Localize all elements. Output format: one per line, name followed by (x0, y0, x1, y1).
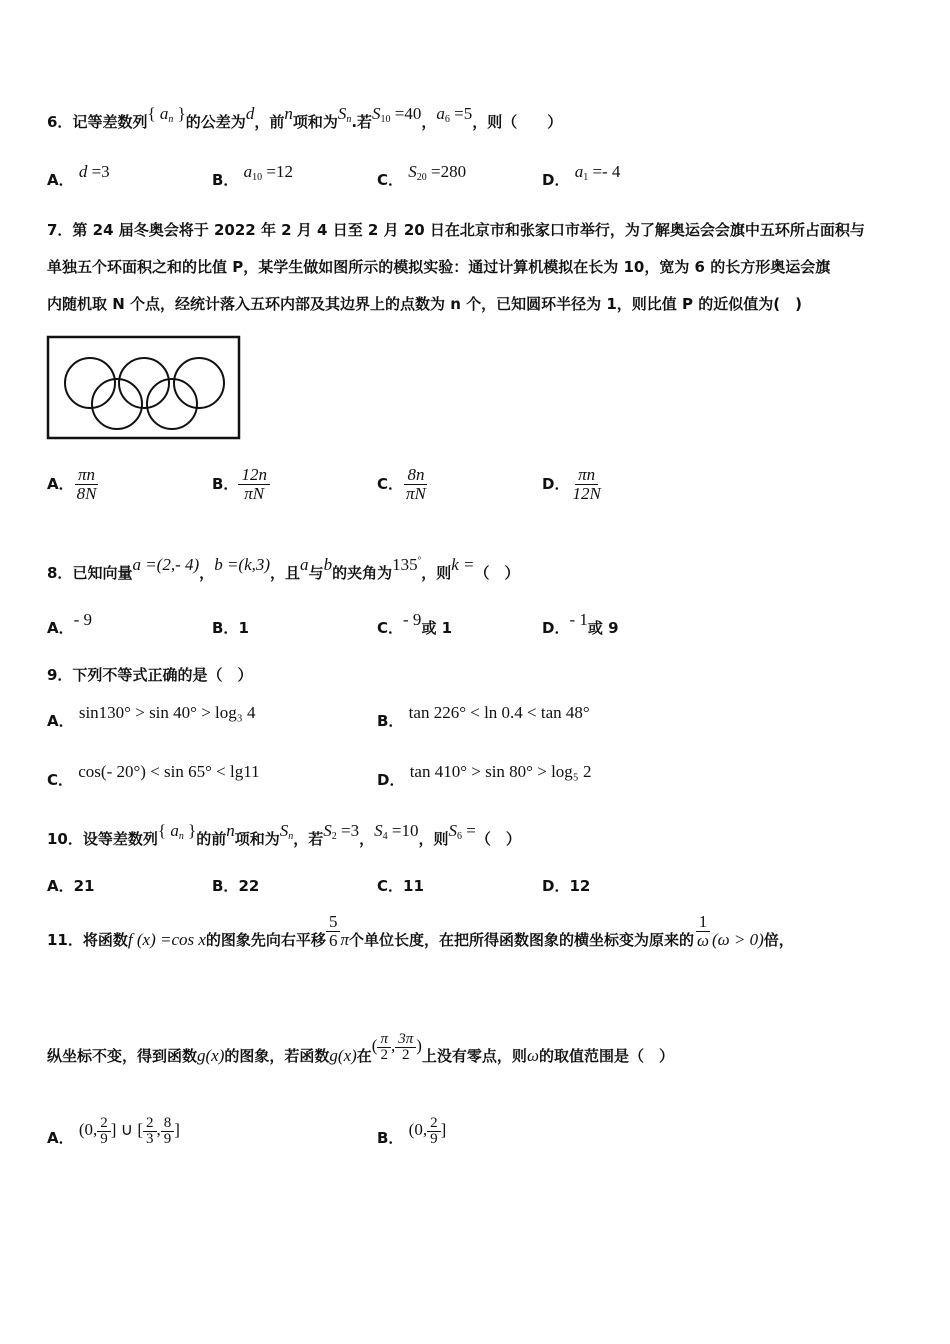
option-math-sub: 1 (583, 172, 589, 183)
option-math (408, 1114, 447, 1147)
option-math: - 1 (569, 610, 588, 629)
fraction-den: ω (696, 931, 709, 950)
q6-S-sub: n (346, 114, 352, 125)
q8-vector-b: b =(k,3) (214, 555, 271, 574)
q6-cond2-l: a (436, 104, 445, 123)
option-math-r: =3 (87, 162, 110, 181)
q11-function-g2: g(x) (329, 1046, 357, 1065)
q10-option-c[interactable] (377, 876, 424, 896)
ring-5 (147, 379, 197, 429)
option-math-l: a (243, 162, 253, 181)
question-10 (47, 821, 521, 855)
q6-S: S (337, 104, 347, 123)
fraction-num: 8 (161, 1116, 175, 1132)
option-label: A． (47, 877, 74, 895)
interval-close: ) (416, 1036, 422, 1055)
question-number: 11． (47, 931, 83, 949)
q11-text-3: 个单位长度，在把所得函数图象的横坐标变为原来的 (348, 931, 694, 949)
q6-text-6: ，则（ ） (472, 113, 563, 131)
q6-text-1: 记等差数列 (72, 113, 148, 131)
q11-pi: π (340, 930, 349, 949)
option-math-l: a (574, 162, 584, 181)
option-label: D． (377, 771, 405, 789)
option-math-sub: 10 (252, 172, 263, 183)
q11-line2-text-3: 在 (356, 1047, 372, 1065)
fraction-num: π (377, 1032, 391, 1048)
q10-S-sub: n (288, 831, 294, 842)
math-part: ] (174, 1120, 180, 1139)
q10-text-1: 设等差数列 (82, 830, 158, 848)
fraction-num: 2 (97, 1116, 111, 1132)
option-text: 或 9 (587, 619, 619, 637)
option-text: 22 (238, 877, 260, 895)
q10-seq-sub: n (178, 831, 184, 842)
q8-option-a[interactable] (47, 610, 93, 638)
q7-option-a[interactable] (47, 466, 99, 503)
fraction-den: 9 (163, 1130, 172, 1147)
option-label: B． (212, 171, 239, 189)
q10-c1-sub: 2 (331, 831, 337, 842)
fraction-den: 9 (430, 1130, 438, 1147)
option-math-r: =- 4 (588, 162, 621, 181)
option-math: sin130° > sin 40° > log₃ 4 (78, 703, 256, 722)
q8-option-c[interactable] (377, 610, 453, 638)
interval-sep: , (390, 1036, 396, 1055)
olympic-rings-figure (46, 335, 242, 441)
fraction-den: 3 (146, 1130, 154, 1147)
q8-angle: 135 (392, 555, 418, 574)
option-label: B． (377, 1129, 404, 1147)
option-label: D． (542, 877, 570, 895)
q10-c2-r: =10 (387, 821, 419, 840)
q6-comma: ， (421, 113, 437, 131)
q6-text-4: 项和为 (292, 113, 338, 131)
q6-seq-letter: a (159, 104, 169, 123)
math-part: ] (440, 1120, 447, 1139)
fraction-den: πN (244, 484, 265, 503)
option-math-l: d (78, 162, 88, 181)
option-fraction (74, 466, 100, 503)
q8-k: k = (451, 555, 475, 574)
q11-function-f: f (x) =cos x (127, 930, 206, 949)
option-math: cos(- 20°) < sin 65° < lg11 (78, 762, 260, 781)
q11-text-1: 将函数 (82, 931, 128, 949)
q10-c3-l: S (448, 821, 457, 840)
q6-text-5: .若 (351, 113, 373, 131)
option-math: - 9 (73, 610, 93, 629)
q9-option-b[interactable] (377, 703, 590, 731)
option-label: B． (212, 877, 239, 895)
q6-d: d (245, 104, 255, 123)
question-number: 6． (47, 113, 73, 131)
q10-c1-l: S (323, 821, 332, 840)
q9-option-a[interactable] (47, 703, 256, 731)
q11-line2-text-1: 纵坐标不变，得到函数 (47, 1047, 198, 1065)
question-number: 10． (47, 830, 83, 848)
option-label: B． (377, 712, 404, 730)
q8-text-3: 与 (308, 564, 324, 582)
option-label: A． (47, 171, 74, 189)
q7-line-3: 内随机取 N 个点，经统计落入五环内部及其边界上的点数为 n 个，已知圆环半径为 1，则比值 P 的近似值为( ) (47, 295, 802, 313)
fraction (97, 1116, 111, 1147)
q6-option-b[interactable] (212, 162, 294, 196)
q11-line2-text-4: 上没有零点，则 (421, 1047, 527, 1065)
fraction-num: 8n (404, 466, 427, 485)
fraction (161, 1116, 175, 1147)
q6-text-3: ，前 (254, 113, 285, 131)
question-7 (47, 212, 907, 323)
option-label: A． (47, 1129, 74, 1147)
q6-cond1-r: =40 (390, 104, 422, 123)
option-label: C． (377, 619, 404, 637)
option-label: B． (212, 619, 239, 637)
q11-function-g: g(x) (197, 1046, 225, 1065)
option-label: D． (542, 171, 570, 189)
q6-cond1 (372, 105, 421, 123)
q11-option-a[interactable] (47, 1114, 180, 1158)
fraction-den: 2 (401, 1046, 410, 1063)
fraction-num: 3π (395, 1032, 416, 1048)
option-fraction (403, 466, 429, 503)
fraction-num: 5 (326, 913, 341, 932)
option-math: tan 226° < ln 0.4 < tan 48° (408, 703, 590, 722)
q10-comma: ， (359, 830, 375, 848)
q10-option-a[interactable] (47, 876, 94, 896)
q9-option-d[interactable] (377, 762, 592, 790)
fraction-den: 6 (328, 931, 338, 950)
option-text: 或 1 (421, 619, 453, 637)
q8-b: b (323, 555, 333, 574)
option-text: 12 (569, 877, 591, 895)
option-label: C． (377, 877, 404, 895)
fraction (143, 1116, 157, 1147)
q8-text-2: ，且 (270, 564, 301, 582)
question-8 (47, 555, 520, 583)
ring-2 (119, 358, 169, 408)
q8-text-1: 已知向量 (72, 564, 133, 582)
option-math-r: =12 (262, 162, 294, 181)
q10-option-d[interactable] (542, 876, 590, 896)
q8-vector-a: a =(2,- 4) (132, 555, 200, 574)
q11-omega: ω (526, 1046, 539, 1065)
option-math: - 9 (403, 610, 422, 629)
option-label: D． (542, 619, 570, 637)
q8-a: a (300, 555, 309, 574)
fraction-num: 2 (427, 1116, 441, 1132)
q10-text-4: ，若 (293, 830, 324, 848)
q6-cond2 (436, 105, 472, 123)
q6-option-d[interactable] (542, 162, 621, 196)
interval-a (377, 1032, 391, 1063)
math-part: , (156, 1120, 161, 1139)
q11-line2-text-5: 的取值范围是（ ） (538, 1047, 674, 1065)
q8-comma: ， (199, 564, 215, 582)
q10-text-3: 项和为 (234, 830, 280, 848)
q10-n: n (226, 821, 235, 840)
q6-cond2-r: =5 (449, 104, 473, 123)
q6-Sn (338, 105, 352, 123)
option-fraction (569, 466, 603, 503)
option-label: A． (47, 619, 74, 637)
q11-shift-fraction (326, 913, 341, 950)
interval-b (395, 1032, 416, 1063)
option-text: 1 (238, 619, 249, 637)
q6-n: n (284, 104, 293, 123)
option-text: 11 (403, 877, 424, 895)
q8-text-4: 的夹角为 (332, 564, 393, 582)
option-label: D． (542, 475, 570, 493)
q10-c3-sub: 6 (457, 831, 462, 842)
fraction-num: πn (75, 466, 98, 485)
q6-option-a[interactable] (47, 162, 110, 190)
q10-text-5: ，则 (418, 830, 449, 848)
q11-line2-text-2: 的图象，若函数 (224, 1047, 330, 1065)
fraction-den: 2 (380, 1046, 388, 1063)
q7-option-c[interactable] (377, 466, 429, 503)
option-label: C． (47, 771, 74, 789)
question-11-line-1 (47, 912, 794, 962)
option-fraction (238, 466, 270, 503)
q10-S: S (279, 821, 289, 840)
option-math-sub: 20 (416, 172, 427, 183)
interval-open: ( (371, 1036, 378, 1055)
q6-cond1-l: S (372, 104, 381, 123)
q6-option-c[interactable] (377, 162, 467, 196)
q11-text-4: 倍， (763, 931, 794, 949)
q10-text-6: （ ） (475, 830, 521, 848)
question-number: 8． (47, 564, 73, 582)
fraction-den: 12N (572, 484, 601, 503)
ring-4 (92, 379, 142, 429)
question-6 (47, 104, 563, 138)
question-9 (47, 665, 252, 685)
q9-option-c[interactable] (47, 762, 260, 790)
math-part: ] ∪ [ (110, 1120, 144, 1139)
q11-text-2: 的图象先向右平移 (205, 931, 326, 949)
fraction-num: 12n (238, 466, 270, 485)
option-text: 21 (73, 877, 95, 895)
option-math-r: =280 (426, 162, 467, 181)
q10-c2-sub: 4 (382, 831, 388, 842)
fraction-num: 1 (696, 913, 711, 932)
q8-text-5: ，则 (421, 564, 452, 582)
fraction (427, 1116, 441, 1147)
option-label: A． (47, 712, 74, 730)
q11-scale-fraction (694, 913, 712, 950)
q10-seq: { $a_n$ } (157, 821, 197, 842)
q6-cond2-sub: 6 (444, 114, 450, 125)
q7-line-1: 7．第 24 届冬奥会将于 2022 年 2 月 4 日至 2 月 20 日在北京市和张家口市举行，为了解奥运会会旗中五环所占面积与 (47, 221, 865, 239)
option-math (78, 1114, 180, 1147)
q6-seq: { $a_n$ } (147, 104, 186, 125)
ring-3 (174, 358, 224, 408)
q11-interval (371, 1030, 422, 1063)
flag-rectangle (48, 337, 239, 438)
q6-text-2: 的公差为 (185, 113, 246, 131)
q10-seq-letter: a (170, 821, 179, 840)
fraction-num: πn (575, 466, 598, 485)
q10-text-2: 的前 (196, 830, 227, 848)
q10-c2-l: S (374, 821, 383, 840)
q11-scale-condition: (ω > 0) (712, 930, 764, 949)
q10-c3-r: = (462, 821, 476, 840)
q10-c1-r: =3 (336, 821, 360, 840)
option-label: B． (212, 475, 239, 493)
q7-option-b[interactable] (212, 466, 270, 503)
fraction-den: πN (406, 484, 426, 503)
q7-option-d[interactable] (542, 466, 604, 503)
math-part: (0, (78, 1120, 98, 1139)
q11-option-b[interactable] (377, 1114, 447, 1158)
option-label: C． (377, 171, 404, 189)
q8-option-b[interactable] (212, 618, 249, 638)
fraction-den: 9 (100, 1130, 108, 1147)
q8-degree: ° (417, 555, 422, 565)
ring-1 (65, 358, 115, 408)
math-part: (0, (408, 1120, 428, 1139)
question-11-line-2 (47, 1030, 674, 1078)
option-math: tan 410° > sin 80° > log₅ 2 (409, 762, 592, 781)
option-label: A． (47, 475, 74, 493)
q10-option-b[interactable] (212, 876, 259, 896)
q6-cond1-sub: 10 (380, 114, 391, 125)
q7-line-2: 单独五个环面积之和的比值 P，某学生做如图所示的模拟实验：通过计算机模拟在长为 10，宽为 6 的长方形奥运会旗 (47, 258, 831, 276)
fraction-den: 8N (76, 484, 97, 503)
q6-seq-sub: n (168, 114, 174, 125)
q9-stem: 9．下列不等式正确的是（ ） (47, 666, 253, 684)
option-label: C． (377, 475, 404, 493)
fraction-num: 2 (143, 1116, 157, 1132)
q8-text-6: （ ） (474, 564, 520, 582)
q8-option-d[interactable] (542, 610, 619, 638)
option-math-l: S (408, 162, 417, 181)
